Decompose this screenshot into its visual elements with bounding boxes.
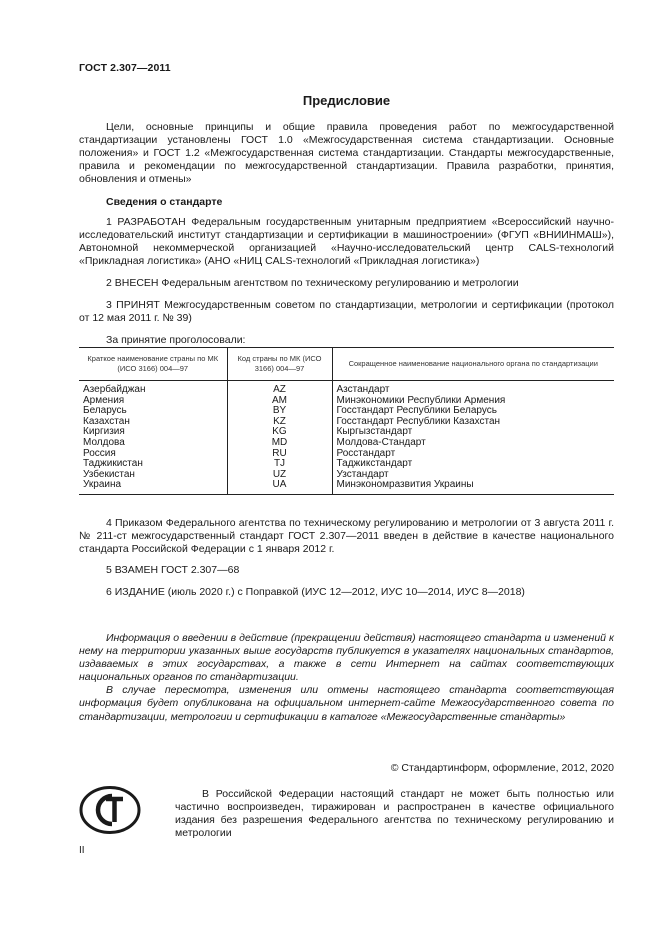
- voted-label: За принятие проголосовали:: [106, 334, 246, 347]
- code-cell: AZ: [227, 381, 332, 396]
- country-cell: Армения: [83, 394, 125, 406]
- body-cell: Минэкономразвития Украины: [332, 480, 614, 494]
- country-cell: Россия: [83, 447, 116, 459]
- subheading: Сведения о стандарте: [106, 196, 223, 209]
- item-6-paragraph: 6 ИЗДАНИЕ (июль 2020 г.) с Поправкой (ИУС 12—2012, ИУС 10—2014, ИУС 8—2018): [106, 586, 525, 599]
- intro-paragraph: Цели, основные принципы и общие правила проведения работ по межгосударственной стандартизации установлены ГОСТ 1.0 «Межгосударственная система стандартизации. Основные положения» и ГОСТ 1.2 «Межгосударственная система стандартизации. Стандарты межгосударственные, правила и рекомендации по межгосударственной стандартизации. Правила разработки, принятия, обновления и отмены»: [79, 121, 614, 186]
- page-title: Предисловие: [302, 93, 391, 108]
- country-cell: Киргизия: [83, 426, 125, 438]
- table-header-code: Код страны по МК (ИСО 3166) 004—97: [227, 348, 332, 381]
- info-paragraph-2: В случае пересмотра, изменения или отмены настоящего стандарта соответствующая информация будет опубликована на официальном интернет-сайте Межгосударственного совета по стандартизации, метрологии и сертификации в каталоге «Межгосударственные стандарты»: [79, 684, 614, 723]
- body-cell: Госстандарт Республики Казахстан: [332, 417, 614, 428]
- code-cell: MD: [227, 438, 332, 449]
- table-row: [79, 438, 614, 449]
- foreword-body-continued: [79, 517, 614, 599]
- item-3-paragraph: 3 ПРИНЯТ Межгосударственным советом по стандартизации, метрологии и сертификации (протокол от 12 мая 2011 г. № 39): [79, 299, 614, 325]
- reproduction-notice: В Российской Федерации настоящий стандарт не может быть полностью или частично воспроизведен, тиражирован и распространен в качестве официального издания без разрешения Федерального агентства по техническому регулированию и метрологии: [175, 788, 614, 840]
- code-cell: UZ: [227, 470, 332, 481]
- body-cell: Молдова-Стандарт: [332, 438, 614, 449]
- item-5-paragraph: 5 ВЗАМЕН ГОСТ 2.307—68: [106, 564, 240, 577]
- code-cell: TJ: [227, 459, 332, 470]
- table-header-country: Краткое наименование страны по МК (ИСО 3166) 004—97: [79, 348, 227, 381]
- body-cell: Росстандарт: [332, 449, 614, 460]
- body-cell: Азстандарт: [332, 381, 614, 396]
- country-cell: Украина: [79, 480, 227, 494]
- copyright-line: © Стандартинформ, оформление, 2012, 2020: [390, 762, 614, 774]
- item-1-paragraph: 1 РАЗРАБОТАН Федеральным государственным унитарным предприятием «Всероссийский научно-исследовательский институт стандартизации и сертификации в машиностроении» (ФГУП «ВНИИНМАШ»), Автономной некоммерческой организацией «Научно-исследовательский центр CALS-технологий «Прикладная логистика» (АНО «НИЦ CALS-технологий «Прикладная логистика»): [79, 215, 614, 267]
- body-cell: Таджикстандарт: [332, 459, 614, 470]
- country-cell: Казахстан: [83, 415, 130, 427]
- info-block: [79, 632, 614, 724]
- body-cell: Кыргызстандарт: [332, 427, 614, 438]
- code-cell: RU: [227, 449, 332, 460]
- code-cell: KZ: [227, 417, 332, 428]
- country-cell: Молдова: [83, 436, 125, 448]
- voting-table-wrapper: [79, 347, 614, 495]
- country-cell: Узбекистан: [83, 468, 135, 480]
- pct-certification-logo: [79, 785, 141, 835]
- info-paragraph-1: Информация о введении в действие (прекращении действия) настоящего стандарта и изменений к нему на территории указанных выше государств публикуется в указателях национальных стандартов, издаваемых в этих государствах, а также в сети Интернет на сайтах соответствующих национальных органов по стандартизации.: [79, 632, 614, 684]
- voting-table: [79, 347, 614, 495]
- table-row: [79, 480, 614, 494]
- code-cell: UA: [227, 480, 332, 494]
- document-header: ГОСТ 2.307—2011: [79, 62, 171, 74]
- code-cell: AM: [227, 396, 332, 407]
- table-header-row: [79, 348, 614, 381]
- country-cell: Беларусь: [83, 405, 127, 417]
- body-cell: Госстандарт Республики Беларусь: [332, 406, 614, 417]
- page-number: II: [79, 845, 85, 856]
- code-cell: KG: [227, 427, 332, 438]
- item-2-paragraph: 2 ВНЕСЕН Федеральным агентством по техническому регулированию и метрологии: [106, 276, 519, 289]
- table-body: [79, 381, 614, 495]
- table-row: [79, 381, 614, 396]
- body-cell: Узстандарт: [332, 470, 614, 481]
- code-cell: BY: [227, 406, 332, 417]
- country-cell: Таджикистан: [83, 458, 143, 470]
- item-4-paragraph: 4 Приказом Федерального агентства по техническому регулированию и метрологии от 3 августа 2011 г. № 211-ст межгосударственный стандарт ГОСТ 2.307—2011 введен в действие в качестве национального стандарта Российской Федерации с 1 января 2012 г.: [79, 517, 614, 556]
- country-cell: Азербайджан: [83, 384, 146, 395]
- body-cell: Минэкономики Республики Армения: [332, 396, 614, 407]
- table-header-body: Сокращенное наименование национального органа по стандартизации: [332, 348, 614, 381]
- foreword-body: [79, 121, 614, 347]
